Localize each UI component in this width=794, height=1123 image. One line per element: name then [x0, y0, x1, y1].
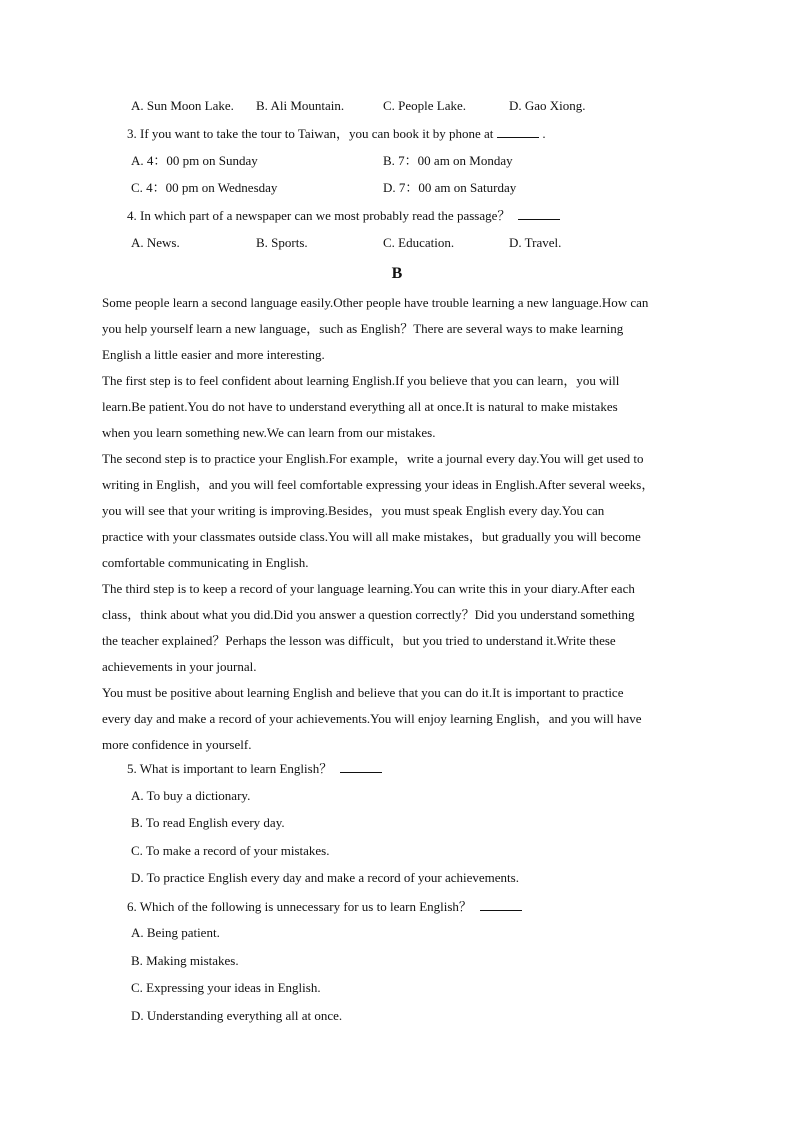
q5-answer-blank	[340, 760, 382, 773]
passage-line: when you learn something new.We can learn from our mistakes.	[102, 425, 436, 440]
q3-option-b: B. 7：00 am on Monday	[383, 153, 513, 168]
q4-text: 4. In which part of a newspaper can we most probably read the passage？	[127, 208, 511, 223]
passage-line: the teacher explained？Perhaps the lesson was difficult，but you tried to understand it.Write these	[102, 633, 616, 648]
passage	[102, 290, 702, 758]
passage-line: The second step is to practice your English.For example，write a journal every day.You will get used to	[102, 451, 644, 466]
q3-question	[127, 125, 546, 142]
q5-option-b: B. To read English every day.	[131, 815, 285, 830]
q2-option-d: D. Gao Xiong.	[509, 98, 586, 113]
passage-line: writing in English，and you will feel comfortable expressing your ideas in English.After several weeks，	[102, 477, 655, 492]
passage-line: learn.Be patient.You do not have to understand everything all at once.It is natural to make mistakes	[102, 399, 618, 414]
q4-option-d: D. Travel.	[509, 235, 562, 250]
q4-question	[127, 207, 560, 224]
q6-option-a: A. Being patient.	[131, 925, 220, 940]
q6-option-b: B. Making mistakes.	[131, 953, 239, 968]
q6-answer-blank	[480, 898, 522, 911]
q3-option-d: D. 7：00 am on Saturday	[383, 180, 517, 195]
q4-option-c: C. Education.	[383, 235, 455, 250]
passage-line: achievements in your journal.	[102, 659, 257, 674]
q3-answer-blank	[497, 125, 539, 138]
passage-line: comfortable communicating in English.	[102, 555, 309, 570]
q5-option-d: D. To practice English every day and make a record of your achievements.	[131, 870, 519, 885]
q3-text: 3. If you want to take the tour to Taiwan，you can book it by phone at	[127, 126, 494, 141]
q6-text: 6. Which of the following is unnecessary for us to learn English？	[127, 899, 472, 914]
q4-option-a: A. News.	[131, 235, 180, 250]
passage-line: practice with your classmates outside class.You will all make mistakes，but gradually you will become	[102, 529, 641, 544]
q5-question	[127, 760, 382, 777]
passage-line: more confidence in yourself.	[102, 737, 252, 752]
q6-option-c: C. Expressing your ideas in English.	[131, 980, 321, 995]
q4-answer-blank	[518, 207, 560, 220]
q6-option-d: D. Understanding everything all at once.	[131, 1008, 343, 1023]
q2-option-a: A. Sun Moon Lake.	[131, 98, 234, 113]
q4-option-b: B. Sports.	[256, 235, 308, 250]
q5-option-c: C. To make a record of your mistakes.	[131, 843, 330, 858]
q2-option-c: C. People Lake.	[383, 98, 467, 113]
passage-line: You must be positive about learning English and believe that you can do it.It is important to practice	[102, 685, 624, 700]
q3-option-a: A. 4：00 pm on Sunday	[131, 153, 258, 168]
passage-line: you help yourself learn a new language，such as English？There are several ways to make learning	[102, 321, 624, 336]
passage-line: Some people learn a second language easily.Other people have trouble learning a new language.How can	[102, 295, 649, 310]
passage-line: you will see that your writing is improving.Besides，you must speak English every day.You can	[102, 503, 605, 518]
section-b-title: B	[391, 265, 403, 282]
passage-line: English a little easier and more interesting.	[102, 347, 325, 362]
passage-line: The third step is to keep a record of your language learning.You can write this in your diary.After each	[102, 581, 635, 596]
q2-option-b: B. Ali Mountain.	[256, 98, 345, 113]
q6-question	[127, 898, 522, 915]
q3-option-c: C. 4：00 pm on Wednesday	[131, 180, 278, 195]
q5-option-a: A. To buy a dictionary.	[131, 788, 251, 803]
q5-text: 5. What is important to learn English？	[127, 761, 333, 776]
passage-line: class，think about what you did.Did you answer a question correctly？Did you understand something	[102, 607, 635, 622]
passage-line: every day and make a record of your achievements.You will enjoy learning English，and you will have	[102, 711, 642, 726]
q3-tail: .	[542, 126, 546, 141]
passage-line: The first step is to feel confident about learning English.If you believe that you can learn，you will	[102, 373, 620, 388]
